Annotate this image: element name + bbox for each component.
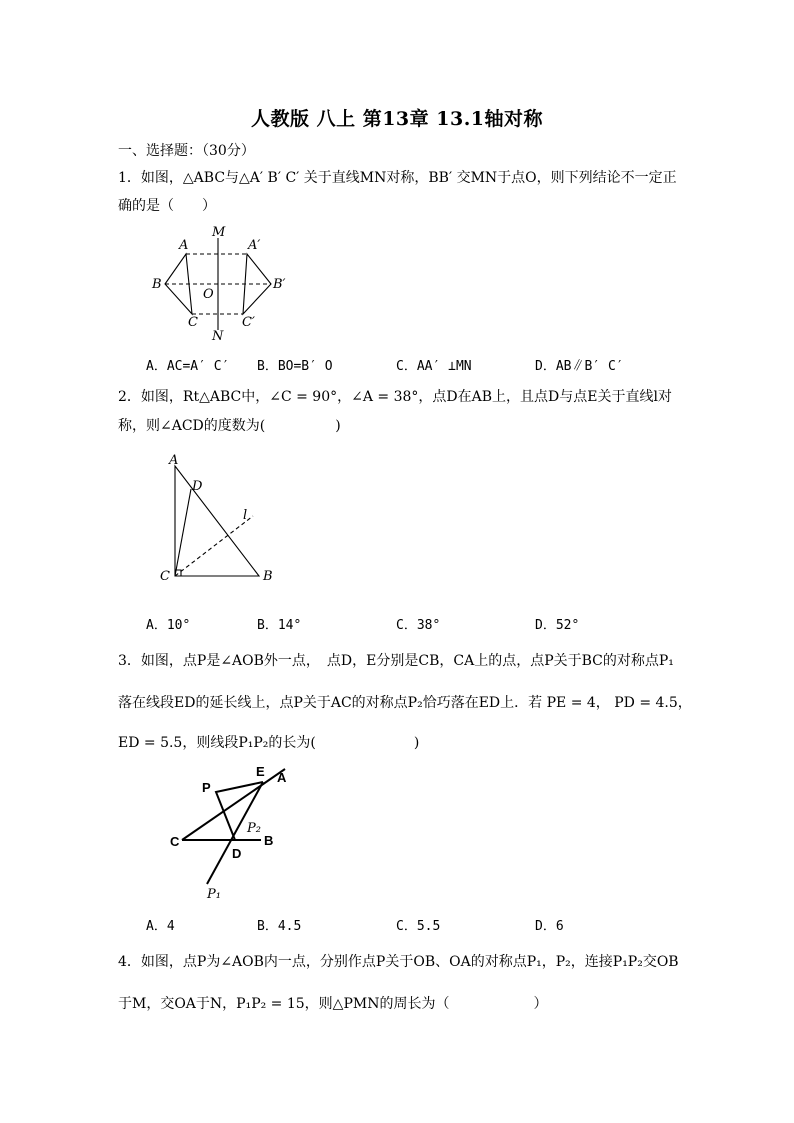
q3-label-a: A bbox=[277, 770, 287, 785]
q2-stem-line2: 称，则∠ACD的度数为( ) bbox=[118, 418, 341, 434]
q1-label-a: A bbox=[179, 238, 189, 253]
q2-label-l: l bbox=[243, 508, 248, 523]
q2-label-b: B bbox=[263, 569, 273, 584]
q1-label-n: N bbox=[212, 329, 224, 344]
q2-option-b[interactable]: B．14° bbox=[257, 618, 302, 633]
q1-option-d[interactable]: D．AB∥B′ C′ bbox=[535, 359, 624, 374]
q1-option-a[interactable]: A．AC=A′ C′ bbox=[146, 359, 230, 374]
q3-stem-line2: 落在线段ED的延长线上，点P关于AC的对称点P₂恰巧落在ED上．若 PE = 4， PD = 4.5， bbox=[118, 695, 692, 711]
q1-label-b1: B′ bbox=[273, 277, 286, 292]
q3-option-b[interactable]: B．4.5 bbox=[257, 919, 302, 934]
q1-label-c: C bbox=[188, 315, 198, 330]
q2-option-c[interactable]: C．38° bbox=[396, 618, 441, 633]
q3-option-d[interactable]: D．6 bbox=[535, 919, 564, 934]
q2-option-a[interactable]: A．10° bbox=[146, 618, 191, 633]
q1-figure bbox=[140, 222, 300, 347]
q3-label-p: P bbox=[202, 780, 211, 795]
q3-option-c[interactable]: C．5.5 bbox=[396, 919, 441, 934]
q2-option-d[interactable]: D．52° bbox=[535, 618, 580, 633]
q1-label-b: B bbox=[152, 277, 162, 292]
q3-label-d: D bbox=[232, 846, 242, 861]
q3-label-b: B bbox=[264, 833, 274, 848]
q1-label-m: M bbox=[212, 225, 226, 240]
page-title: 人教版 八上 第13章 13.1轴对称 bbox=[250, 108, 544, 130]
q2-stem-line1: 2．如图，Rt△ABC中，∠C = 90°，∠A = 38°，点D在AB上，且点D与点E关于直线l对 bbox=[118, 389, 672, 405]
q1-option-c[interactable]: C．AA′ ⊥MN bbox=[396, 359, 472, 374]
q4-stem-line2: 于M，交OA于N，P₁P₂ = 15，则△PMN的周长为（ ） bbox=[118, 996, 548, 1012]
q3-option-a[interactable]: A．4 bbox=[146, 919, 175, 934]
q3-label-c: C bbox=[170, 834, 180, 849]
q1-label-c1: C′ bbox=[242, 315, 255, 330]
q1-label-o: O bbox=[203, 287, 214, 302]
q3-ray-ca bbox=[182, 769, 285, 840]
q2-label-a: A bbox=[169, 453, 179, 468]
q1-stem-line2: 确的是（ ） bbox=[118, 198, 216, 214]
section-heading: 一、选择题：（30分） bbox=[118, 143, 255, 159]
q3-stem-line3: ED = 5.5，则线段P₁P₂的长为( ) bbox=[118, 735, 420, 751]
q1-label-a1: A′ bbox=[248, 238, 261, 253]
q3-label-e: E bbox=[256, 764, 265, 779]
q1-stem-line1: 1．如图，△ABC与△A′ B′ C′ 关于直线MN对称，BB′ 交MN于点O，则下列结论不一定正 bbox=[118, 170, 677, 186]
q4-stem-line1: 4．如图，点P为∠AOB内一点，分别作点P关于OB、OA的对称点P₁，P₂，连接P₁P₂交OB bbox=[118, 954, 679, 970]
q3-figure bbox=[165, 760, 300, 905]
q2-label-c: C bbox=[160, 569, 170, 584]
q2-figure bbox=[155, 448, 290, 588]
q1-option-b[interactable]: B．BO=B′ O bbox=[257, 359, 333, 374]
q2-segment-cd bbox=[175, 489, 191, 576]
q3-label-p2: P₂ bbox=[247, 821, 261, 836]
q3-label-p1: P₁ bbox=[207, 887, 221, 902]
q2-label-d: D bbox=[192, 479, 203, 494]
q3-stem-line1: 3．如图，点P是∠AOB外一点， 点D，E分别是CB，CA上的点，点P关于BC的对称点P₁ bbox=[118, 653, 674, 669]
q2-line-l bbox=[175, 516, 253, 576]
